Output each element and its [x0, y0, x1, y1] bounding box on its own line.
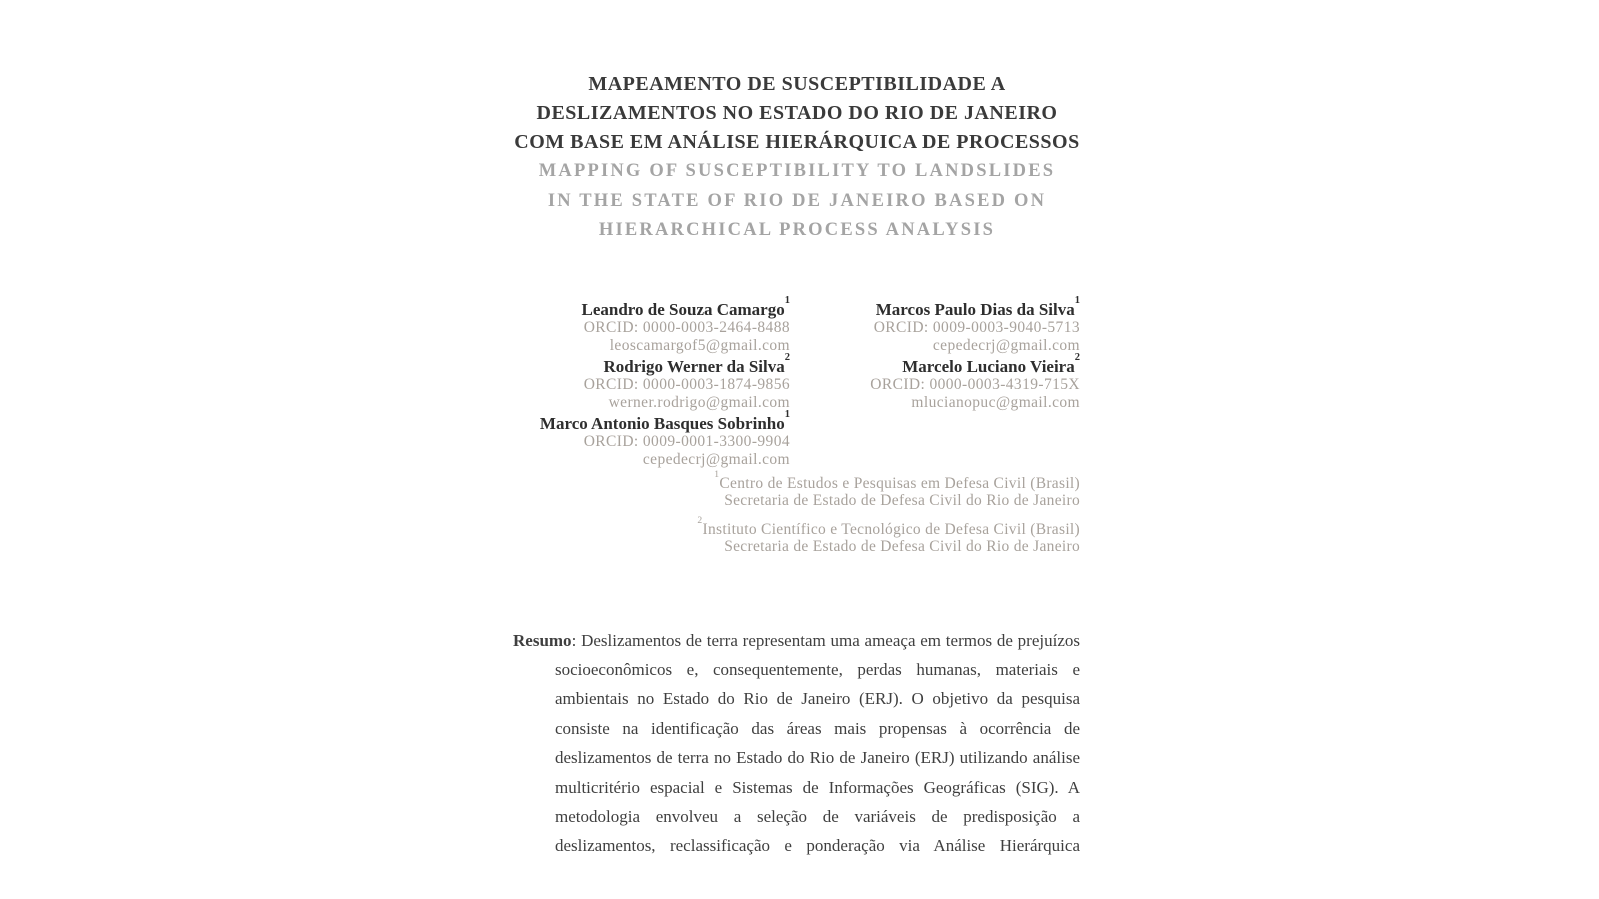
authors-column-right [790, 295, 1080, 471]
author-entry [790, 352, 1080, 412]
author-affiliation-mark: 2 [784, 352, 790, 364]
author-email: werner.rodrigo@gmail.com [608, 393, 790, 411]
author-email: leoscamargof5@gmail.com [609, 336, 790, 354]
content-column [513, 0, 1080, 861]
author-affiliation-mark: 2 [1074, 352, 1080, 364]
author-name-text: Rodrigo Werner da Silva [603, 356, 785, 376]
author-name-text: Leandro de Souza Camargo [581, 299, 785, 319]
author-name [513, 295, 790, 319]
title-en-line: MAPPING OF SUSCEPTIBILITY TO LANDSLIDES [538, 161, 1056, 181]
title-pt-line: DESLIZAMENTOS NO ESTADO DO RIO DE JANEIRO [536, 102, 1058, 124]
affiliation-entry [513, 469, 1080, 510]
affiliation-institution-text: Instituto Científico e Tecnológico de Defesa Civil (Brasil) [702, 520, 1080, 538]
author-name-text: Marco Antonio Basques Sobrinho [539, 413, 785, 433]
affiliation-institution-text: Centro de Estudos e Pesquisas em Defesa Civil (Brasil) [719, 474, 1080, 492]
affiliation-entry [513, 515, 1080, 556]
affiliation-institution [513, 469, 1080, 493]
author-entry [513, 409, 790, 469]
author-affiliation-mark: 1 [784, 295, 790, 307]
paper-title-english [437, 157, 1157, 246]
abstract-separator: : [571, 630, 582, 650]
title-pt-line: MAPEAMENTO DE SUSCEPTIBILIDADE A [588, 73, 1006, 95]
affiliation-institution [513, 515, 1080, 539]
author-name [513, 352, 790, 376]
abstract-label: Resumo [513, 630, 572, 650]
author-affiliation-mark: 1 [1074, 295, 1080, 307]
author-name [513, 409, 790, 433]
author-entry [790, 295, 1080, 355]
title-pt-line: COM BASE EM ANÁLISE HIERÁRQUICA DE PROCESSOS [514, 131, 1080, 153]
affiliation-mark: 2 [697, 515, 703, 527]
authors-column-left [513, 295, 790, 471]
title-en-line: IN THE STATE OF RIO DE JANEIRO BASED ON [547, 190, 1047, 211]
affiliation-secretariat: Secretaria de Estado de Defesa Civil do Rio de Janeiro [724, 492, 1080, 509]
paper-title-portuguese [437, 70, 1157, 157]
author-name [790, 295, 1080, 319]
author-email: cepedecrj@gmail.com [642, 450, 790, 468]
author-orcid: ORCID: 0000-0003-2464-8488 [583, 318, 790, 336]
author-orcid: ORCID: 0009-0003-9040-5713 [873, 318, 1080, 336]
author-email: mlucianopuc@gmail.com [911, 393, 1080, 411]
author-name-text: Marcelo Luciano Vieira [902, 356, 1075, 376]
affiliation-secretariat: Secretaria de Estado de Defesa Civil do Rio de Janeiro [724, 538, 1080, 555]
title-en-line: HIERARCHICAL PROCESS ANALYSIS [598, 220, 996, 240]
author-name-text: Marcos Paulo Dias da Silva [875, 299, 1075, 319]
abstract-block [513, 626, 1080, 861]
author-affiliation-mark: 1 [784, 409, 790, 421]
author-name [790, 352, 1080, 376]
author-entry [513, 352, 790, 412]
affiliations-block [513, 469, 1080, 556]
affiliation-mark: 1 [714, 469, 720, 481]
author-orcid: ORCID: 0000-0003-1874-9856 [583, 375, 790, 393]
authors-block [513, 295, 1080, 471]
author-entry [513, 295, 790, 355]
author-orcid: ORCID: 0000-0003-4319-715X [870, 375, 1080, 393]
author-orcid: ORCID: 0009-0001-3300-9904 [583, 432, 790, 450]
author-email: cepedecrj@gmail.com [932, 336, 1080, 354]
title-block [437, 0, 1157, 246]
abstract-text: Deslizamentos de terra representam uma ameaça em termos de prejuízos socioeconômicos e, consequentemente, perdas humanas, materiais e ambientais no Estado do Rio de Janeiro (ERJ). O objetivo da pesquisa consiste na identificação das áreas mais propensas à ocorrência de deslizamentos de terra no Estado do Rio de Janeiro (ERJ) utilizando análise multicritério espacial e Sistemas de Informações Geográficas (SIG). A metodologia envolveu a seleção de variáveis de predisposição a deslizamentos, reclassificação e ponderação via Análise Hierárquica [555, 630, 1080, 856]
